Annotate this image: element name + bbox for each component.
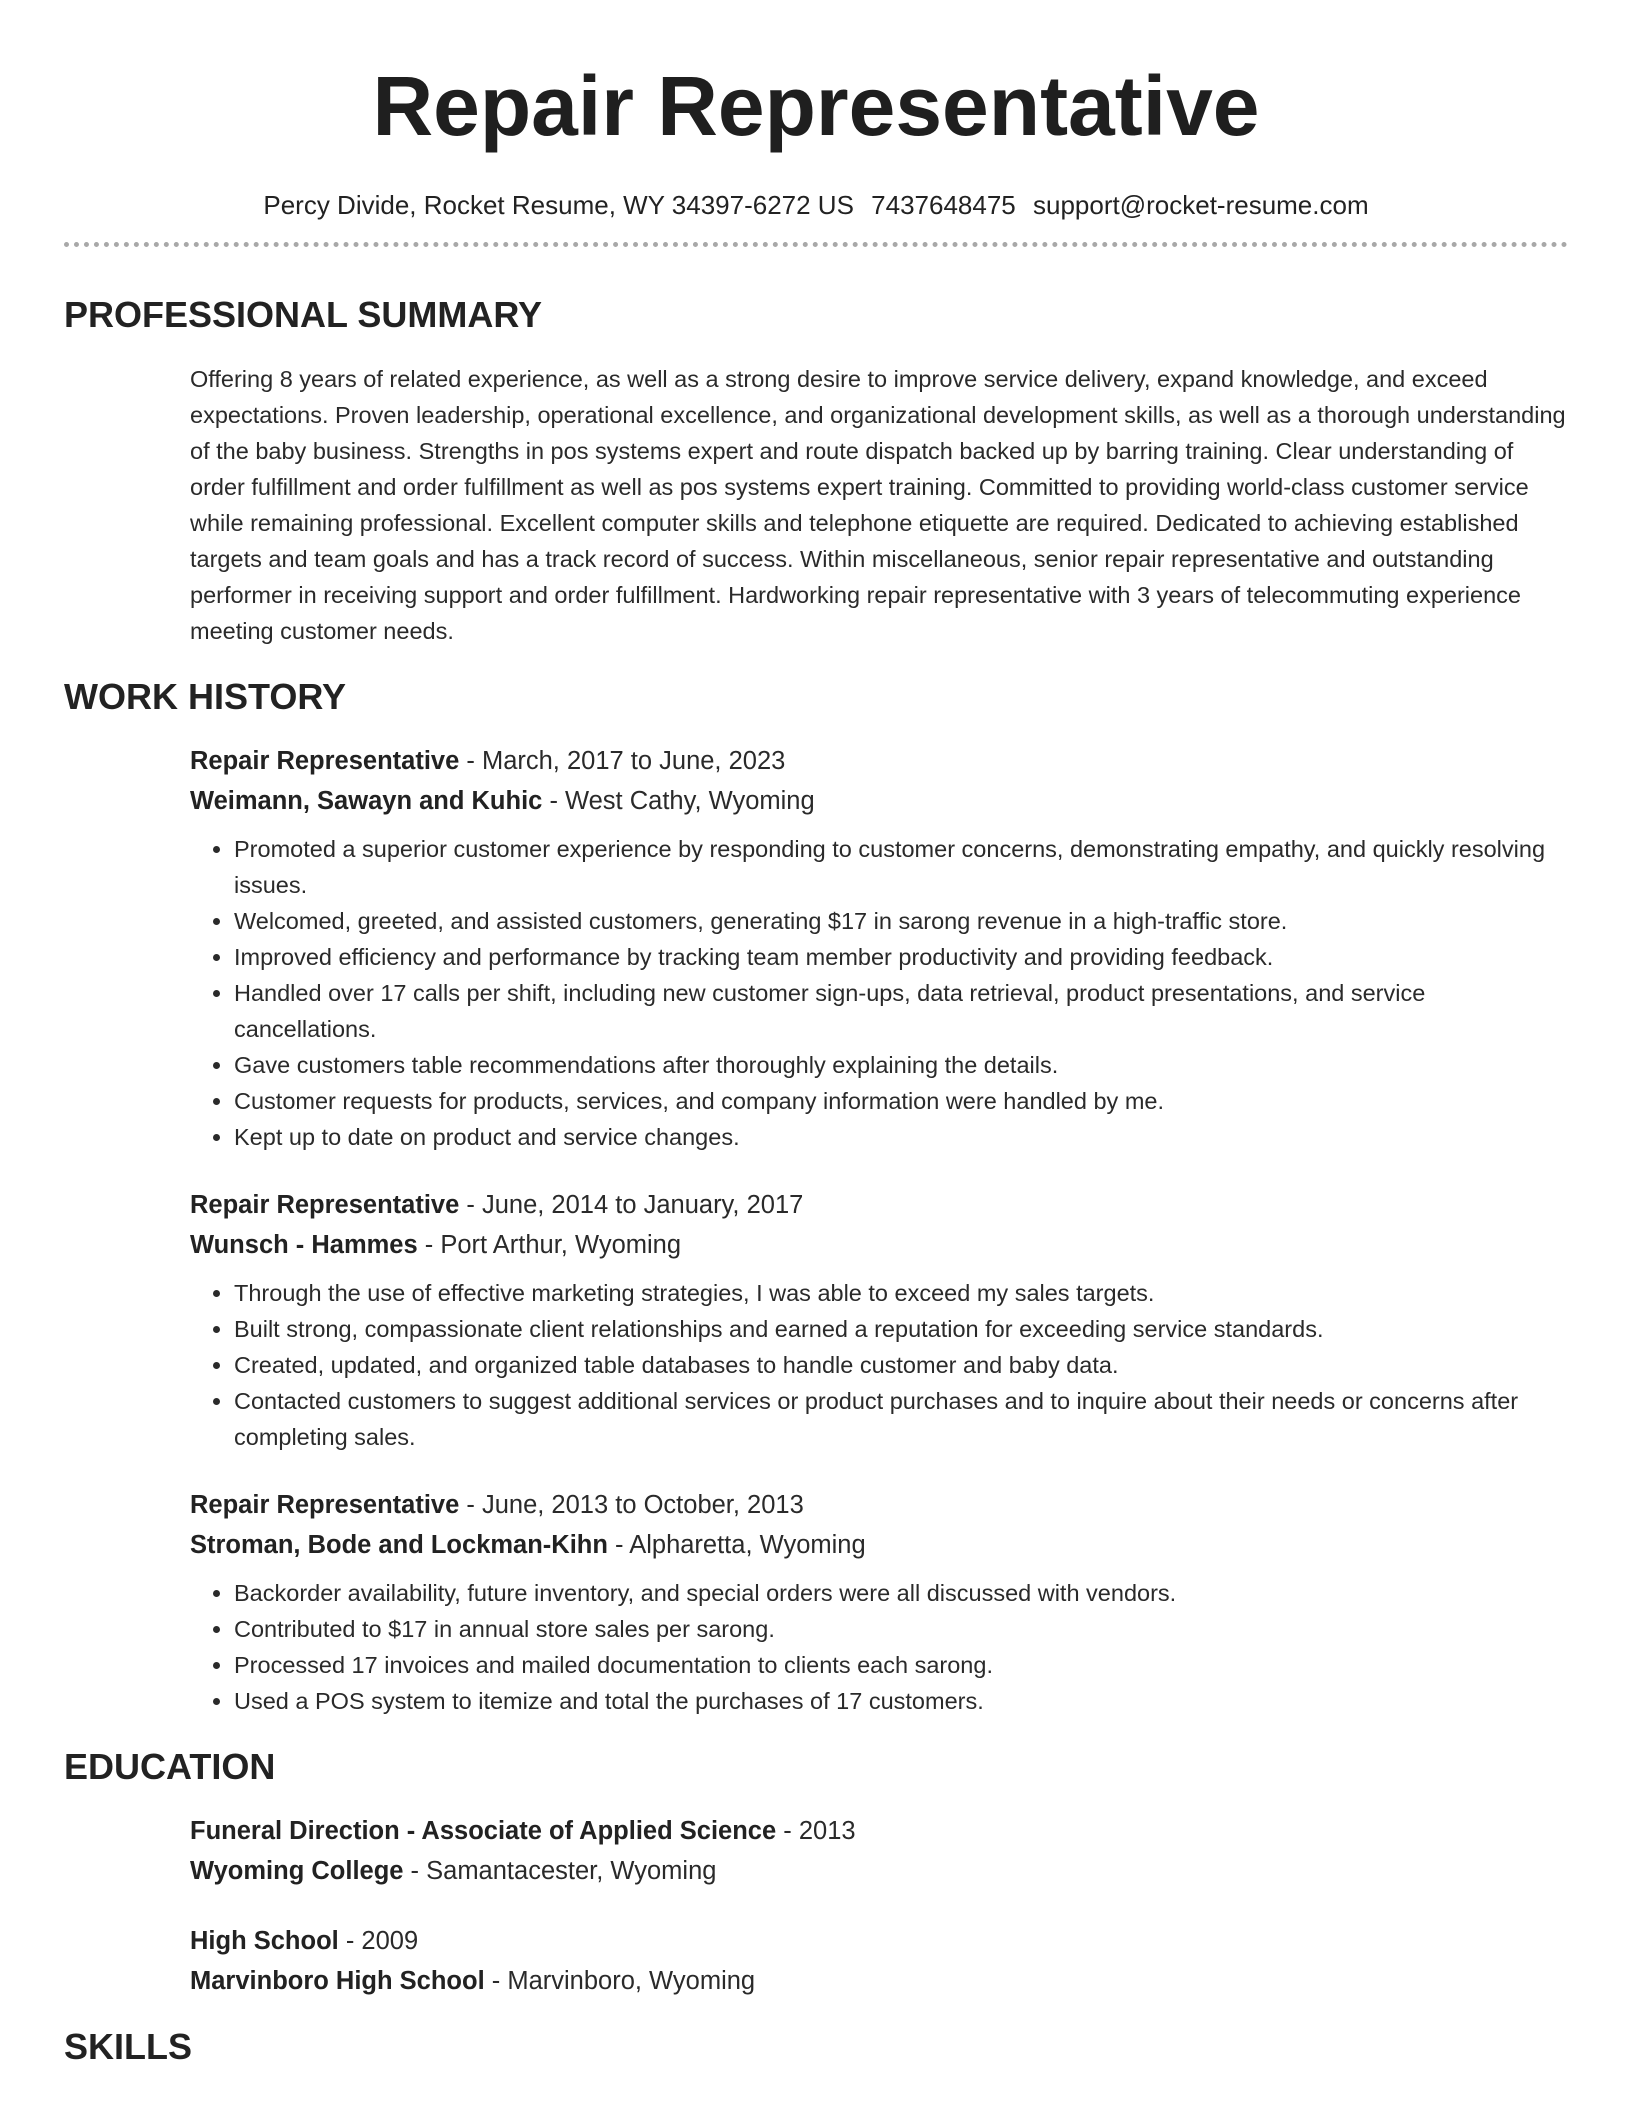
education-section: [64, 1745, 1568, 2001]
education-degree: Funeral Direction - Associate of Applied Science: [190, 1817, 777, 1845]
job-bullet: • Customer requests for products, services, and company information were handled by me.: [234, 1083, 1568, 1119]
education-school: Marvinboro High School: [190, 1967, 485, 1995]
education-year: - 2009: [338, 1927, 419, 1955]
education-school-line: [190, 1851, 1568, 1891]
job-company-line: [190, 1225, 1568, 1265]
education-school-line: [190, 1961, 1568, 2001]
header-divider: [64, 242, 1568, 247]
job-bullets: [190, 1275, 1568, 1455]
job-bullet: • Welcomed, greeted, and assisted customers, generating $17 in sarong revenue in a high-traffic store.: [234, 903, 1568, 939]
education-degree-line: [190, 1921, 1568, 1961]
education-location: - Samantacester, Wyoming: [403, 1857, 717, 1885]
job-company: Weimann, Sawayn and Kuhic: [190, 787, 543, 815]
job-bullet: • Gave customers table recommendations after thoroughly explaining the details.: [234, 1047, 1568, 1083]
job-location: - Port Arthur, Wyoming: [417, 1231, 682, 1259]
education-degree: High School: [190, 1927, 339, 1955]
summary-section: [64, 293, 1568, 649]
job-role: Repair Representative: [190, 1491, 460, 1519]
section-title-work-history: WORK HISTORY: [64, 676, 347, 717]
education-entry: [190, 1811, 1568, 1891]
job-bullets: [190, 831, 1568, 1155]
job-role: Repair Representative: [190, 1191, 460, 1219]
summary-text: Offering 8 years of related experience, as well as a strong desire to improve service delivery, expand knowledge, and exceed expectations. Proven leadership, operational excellence, and organizational development skills, as well as a thorough understanding of the baby business. Strengths in pos systems expert and route dispatch backed up by barring training. Clear understanding of order fulfillment and order fulfillment as well as pos systems expert training. Committed to providing world-class customer service while remaining professional. Excellent computer skills and telephone etiquette are required. Dedicated to achieving established targets and team goals and has a track record of success. Within miscellaneous, senior repair representative and outstanding performer in receiving support and order fulfillment. Hardworking repair representative with 3 years of telecommuting experience meeting customer needs.: [190, 366, 1566, 644]
section-title-education: EDUCATION: [64, 1746, 276, 1787]
job-entry: [190, 1485, 1568, 1719]
contact-line: [64, 188, 1568, 222]
section-title-summary: PROFESSIONAL SUMMARY: [64, 294, 543, 335]
education-location: - Marvinboro, Wyoming: [484, 1967, 756, 1995]
job-dates: - March, 2017 to June, 2023: [459, 747, 786, 775]
education-year: - 2013: [776, 1817, 856, 1845]
job-entry: [190, 1185, 1568, 1455]
education-entry: [190, 1921, 1568, 2001]
job-entry: [190, 741, 1568, 1155]
job-bullet: • Handled over 17 calls per shift, including new customer sign-ups, data retrieval, product presentations, and service cancellations.: [234, 975, 1568, 1047]
education-degree-line: [190, 1811, 1568, 1851]
job-dates: - June, 2013 to October, 2013: [459, 1491, 804, 1519]
job-bullet: • Contributed to $17 in annual store sales per sarong.: [234, 1611, 1568, 1647]
job-bullet: • Contacted customers to suggest additional services or product purchases and to inquire about their needs or concerns after completing sales.: [234, 1383, 1568, 1455]
job-bullet: • Created, updated, and organized table databases to handle customer and baby data.: [234, 1347, 1568, 1383]
job-bullet: • Used a POS system to itemize and total the purchases of 17 customers.: [234, 1683, 1568, 1719]
contact-phone: 7437648475: [871, 190, 1016, 220]
job-location: - West Cathy, Wyoming: [542, 787, 815, 815]
job-company: Wunsch - Hammes: [190, 1231, 418, 1259]
contact-email: support@rocket-resume.com: [1033, 190, 1369, 220]
job-bullet: • Kept up to date on product and service changes.: [234, 1119, 1568, 1155]
job-title-line: [190, 741, 1568, 781]
job-company: Stroman, Bode and Lockman-Kihn: [190, 1531, 608, 1559]
job-company-line: [190, 781, 1568, 821]
contact-address: Percy Divide, Rocket Resume, WY 34397-6272 US: [263, 190, 854, 220]
education-school: Wyoming College: [190, 1857, 404, 1885]
section-title-skills: SKILLS: [64, 2026, 193, 2067]
skills-section: [64, 2025, 1568, 2069]
job-bullet: • Processed 17 invoices and mailed documentation to clients each sarong.: [234, 1647, 1568, 1683]
job-location: - Alpharetta, Wyoming: [607, 1531, 866, 1559]
job-company-line: [190, 1525, 1568, 1565]
job-bullet: • Promoted a superior customer experience by responding to customer concerns, demonstrating empathy, and quickly resolving issues.: [234, 831, 1568, 903]
job-dates: - June, 2014 to January, 2017: [459, 1191, 804, 1219]
job-role: Repair Representative: [190, 747, 460, 775]
work-history-section: [64, 675, 1568, 1719]
candidate-name: Repair Representative: [372, 59, 1260, 153]
job-title-line: [190, 1485, 1568, 1525]
job-bullet: • Backorder availability, future inventory, and special orders were all discussed with vendors.: [234, 1575, 1568, 1611]
job-bullet: • Through the use of effective marketing strategies, I was able to exceed my sales targets.: [234, 1275, 1568, 1311]
job-bullet: • Improved efficiency and performance by tracking team member productivity and providing feedback.: [234, 939, 1568, 975]
job-bullets: [190, 1575, 1568, 1719]
job-title-line: [190, 1185, 1568, 1225]
job-bullet: • Built strong, compassionate client relationships and earned a reputation for exceeding service standards.: [234, 1311, 1568, 1347]
resume-header: [64, 0, 1568, 247]
